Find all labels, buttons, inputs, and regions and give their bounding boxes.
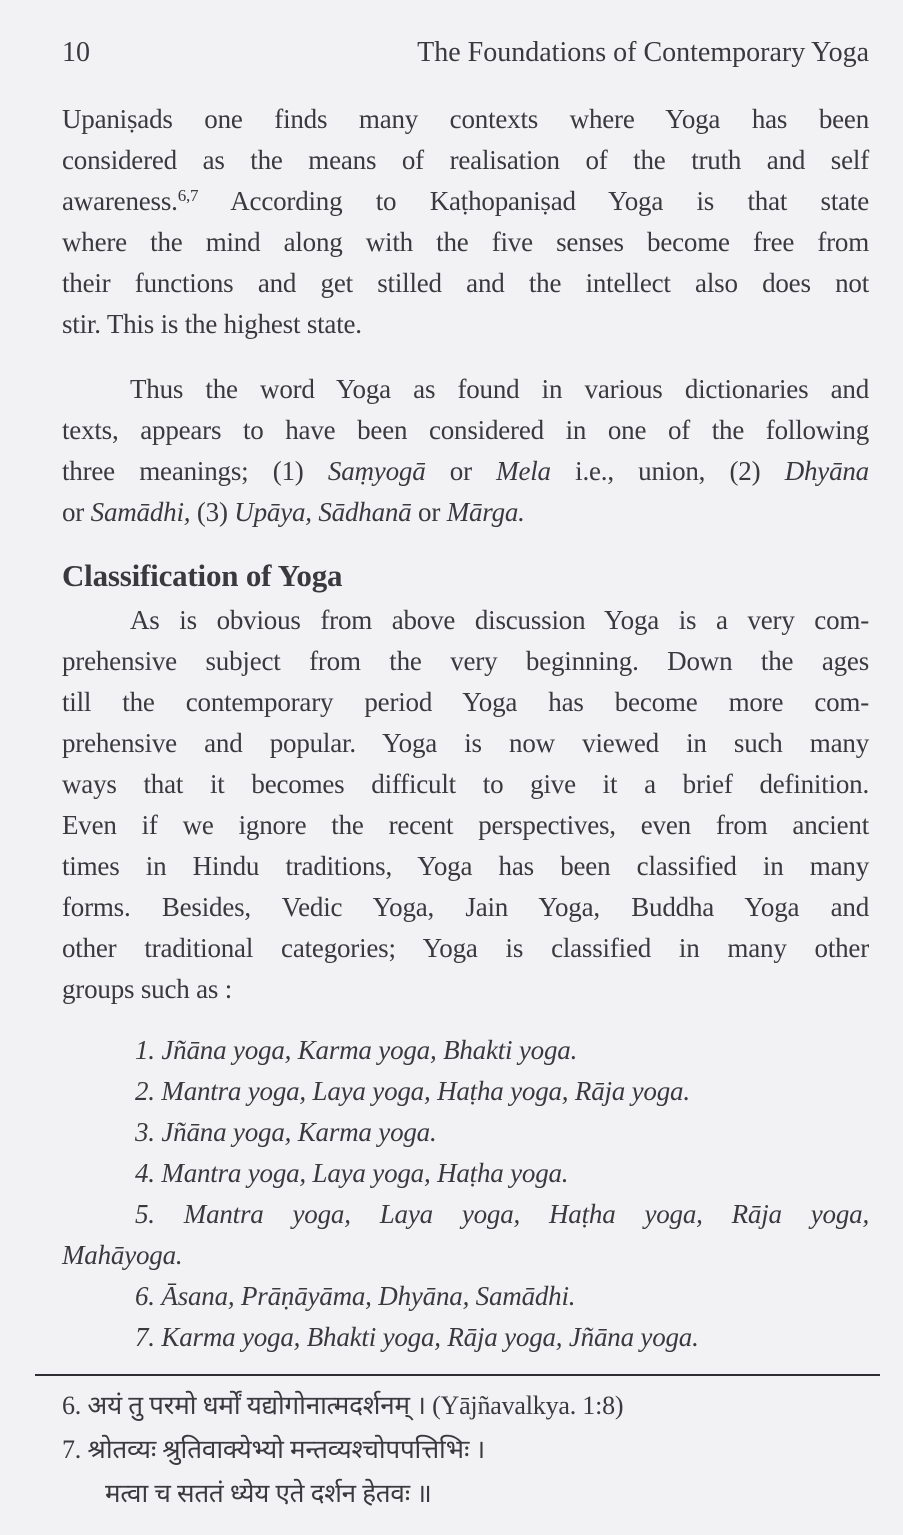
list-item-4: 4. Mantra yoga, Laya yoga, Haṭha yoga. <box>135 1158 569 1188</box>
footnote-6 <box>62 1384 869 1428</box>
text-run: According to Kaṭhopaniṣad Yoga is that state <box>198 186 869 216</box>
devanagari-verse: श्रोतव्यः श्रुतिवाक्येभ्यो मन्तव्यश्चोपपत्तिभिः । <box>87 1435 486 1464</box>
section-heading: Classification of Yoga <box>62 558 343 593</box>
text-line <box>62 181 869 222</box>
paragraph-classification <box>62 600 869 1010</box>
devanagari-verse: अयं तु परमो धर्मों यद्योगोनात्मदर्शनम् । <box>87 1391 426 1420</box>
devanagari-verse: मत्वा च सततं ध्येय एते दर्शन हेतवः ॥ <box>105 1479 432 1508</box>
text-run: i.e., union, (2) <box>550 456 785 486</box>
list-item-5-continuation: Mahāyoga. <box>62 1240 183 1270</box>
list-item-1: 1. Jñāna yoga, Karma yoga, Bhakti yoga. <box>135 1035 578 1065</box>
text-line: As is obvious from above discussion Yoga is a very com- <box>130 605 869 635</box>
text-line: considered as the means of realisation of the truth and self <box>62 145 869 175</box>
text-line: till the contemporary period Yoga has become more com- <box>62 687 869 717</box>
footnotes <box>62 1384 869 1516</box>
page-header <box>62 32 869 73</box>
list-item-3: 3. Jñāna yoga, Karma yoga. <box>135 1117 437 1147</box>
footnote-number: 6. <box>62 1391 82 1420</box>
text-line: forms. Besides, Vedic Yoga, Jain Yoga, Buddha Yoga and <box>62 892 869 922</box>
text-line: prehensive and popular. Yoga is now viewed in such many <box>62 728 869 758</box>
text-run: or <box>62 497 91 527</box>
paragraph-upanishads <box>62 99 869 345</box>
text-line: other traditional categories; Yoga is classified in many other <box>62 933 869 963</box>
text-line <box>62 451 869 492</box>
text-run: or <box>425 456 497 486</box>
list-item-6: 6. Āsana, Prāṇāyāma, Dhyāna, Samādhi. <box>135 1281 576 1311</box>
footnote-7 <box>62 1428 869 1516</box>
text-line: prehensive subject from the very beginning. Down the ages <box>62 646 869 676</box>
text-line: Thus the word Yoga as found in various dictionaries and <box>130 374 869 404</box>
text-line: ways that it becomes difficult to give it a brief definition. <box>62 769 869 799</box>
sanskrit-term: Mela <box>496 456 551 486</box>
paragraph-three-meanings <box>62 369 869 533</box>
sanskrit-term: Mārga. <box>446 497 525 527</box>
footnote-number: 7. <box>62 1435 82 1464</box>
text-line: their functions and get stilled and the intellect also does not <box>62 268 869 298</box>
citation: (Yājñavalkya. 1:8) <box>432 1391 624 1420</box>
sanskrit-term: Upāya, Sādhanā <box>234 497 412 527</box>
footnote-separator <box>35 1374 880 1376</box>
text-line: Even if we ignore the recent perspectives, even from ancient <box>62 810 869 840</box>
text-line: stir. This is the highest state. <box>62 309 362 339</box>
text-run: three meanings; (1) <box>62 456 328 486</box>
text-line <box>62 1428 869 1472</box>
text-line: groups such as : <box>62 974 233 1004</box>
page-number: 10 <box>62 37 90 68</box>
yoga-classification-list <box>62 1030 869 1358</box>
sanskrit-term: Dhyāna <box>784 456 869 486</box>
sanskrit-term: Saṃyogā <box>327 456 426 486</box>
text-line <box>62 492 869 533</box>
list-item-5: 5. Mantra yoga, Laya yoga, Haṭha yoga, Rāja yoga, <box>135 1199 869 1229</box>
running-title: The Foundations of Contemporary Yoga <box>417 37 869 68</box>
list-item-7: 7. Karma yoga, Bhakti yoga, Rāja yoga, Jñāna yoga. <box>135 1322 699 1352</box>
text-run: awareness. <box>62 186 178 216</box>
text-run: or <box>411 497 447 527</box>
text-run: (3) <box>190 497 235 527</box>
text-line: times in Hindu traditions, Yoga has been classified in many <box>62 851 869 881</box>
sanskrit-term: Samādhi, <box>90 497 191 527</box>
list-item-2: 2. Mantra yoga, Laya yoga, Haṭha yoga, Rāja yoga. <box>135 1076 690 1106</box>
text-line: texts, appears to have been considered in one of the following <box>62 415 869 445</box>
text-line: where the mind along with the five senses become free from <box>62 227 869 257</box>
text-line: Upaniṣads one finds many contexts where Yoga has been <box>62 104 869 134</box>
footnote-ref: 6,7 <box>177 186 199 205</box>
